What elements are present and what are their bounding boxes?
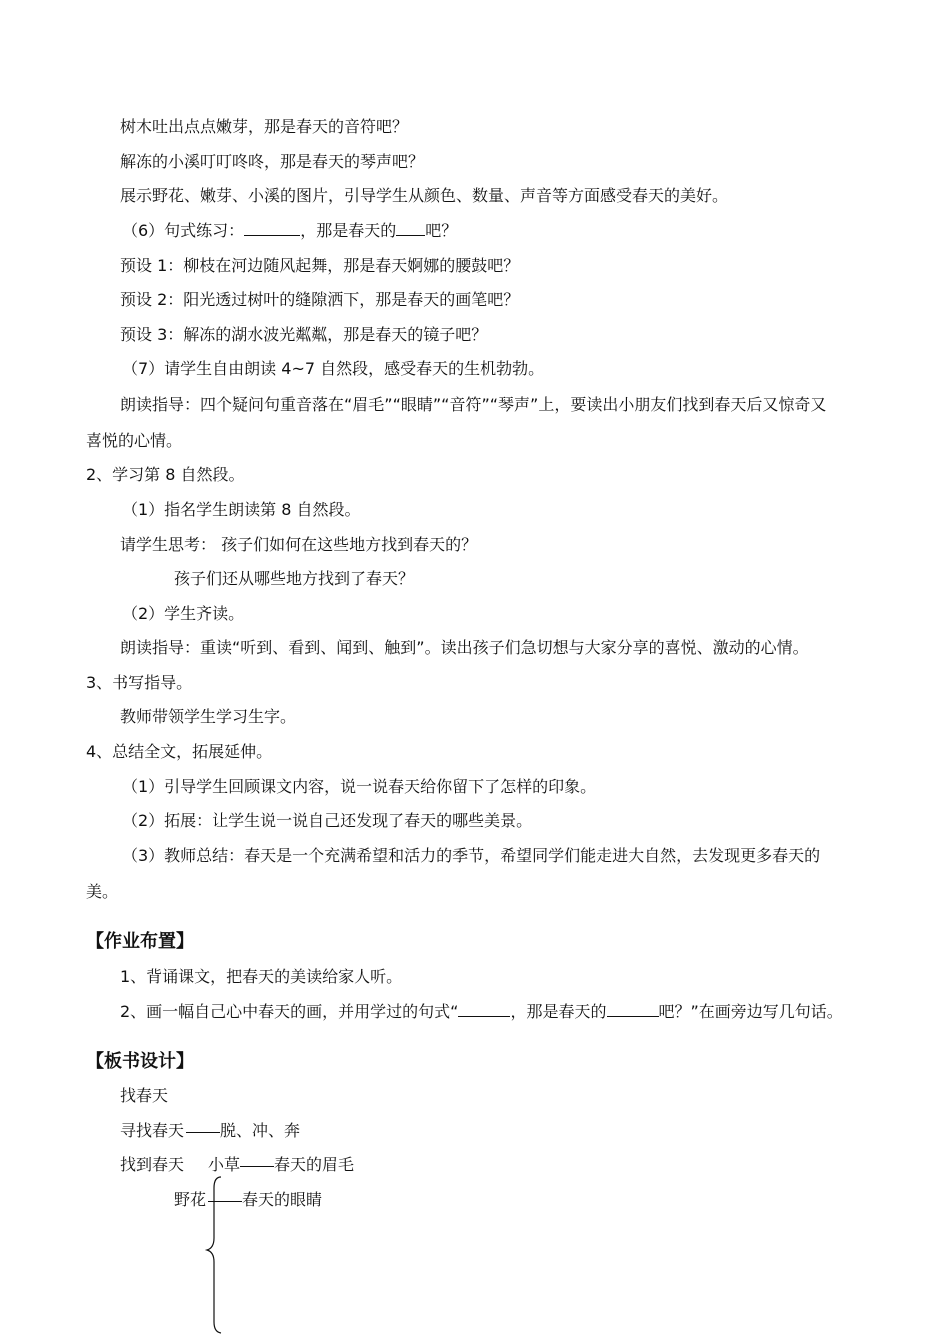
homework-item-text: ，那是春天的 xyxy=(510,1002,607,1021)
text-line: 预设 3：解冻的湖水波光粼粼，那是春天的镜子吧？ xyxy=(120,325,488,344)
section-item: 4、总结全文，拓展延伸。 xyxy=(86,742,273,761)
homework-item xyxy=(120,1001,843,1023)
text-line: 请学生思考： 孩子们如何在这些地方找到春天的？ xyxy=(120,535,478,554)
text-line: （1）指名学生朗读第 8 自然段。 xyxy=(122,500,361,519)
text-line: （3）教师总结：春天是一个充满希望和活力的季节，希望同学们能走进大自然，去发现更多春天的 xyxy=(122,846,821,865)
sentence-practice-end: 吧？ xyxy=(425,221,458,240)
text-line: 孩子们还从哪些地方找到了春天？ xyxy=(174,569,415,588)
homework-item-text: 吧？”在画旁边写几句话。 xyxy=(658,1002,843,1021)
fill-blank xyxy=(607,1002,659,1017)
board-eyes: 春天的眼睛 xyxy=(242,1190,323,1209)
text-line: 预设 1：柳枝在河边随风起舞，那是春天婀娜的腰鼓吧？ xyxy=(120,256,520,275)
board-row-seek: 寻找春天 xyxy=(120,1121,185,1140)
board-row-seek-verbs: 脱、冲、奔 xyxy=(220,1121,301,1140)
board-wildflower: 野花 xyxy=(174,1190,207,1209)
text-line: 教师带领学生学习生字。 xyxy=(120,707,297,726)
text-line: （1）引导学生回顾课文内容，说一说春天给你留下了怎样的印象。 xyxy=(122,777,597,796)
text-line: （2）学生齐读。 xyxy=(122,604,245,623)
sentence-practice-middle: ，那是春天的 xyxy=(300,221,397,240)
sentence-practice-label: （6）句式练习： xyxy=(122,221,245,240)
board-dash xyxy=(240,1166,274,1167)
text-line: 喜悦的心情。 xyxy=(86,431,183,450)
text-line: 展示野花、嫩芽、小溪的图片，引导学生从颜色、数量、声音等方面感受春天的美好。 xyxy=(120,186,729,205)
fill-blank xyxy=(396,221,425,236)
curly-brace-icon xyxy=(203,1176,227,1336)
section-item: 3、书写指导。 xyxy=(86,673,193,692)
board-eyebrows: 春天的眉毛 xyxy=(274,1155,355,1174)
text-line: 树木吐出点点嫩芽，那是春天的音符吧？ xyxy=(120,117,409,136)
fill-blank xyxy=(458,1002,510,1017)
board-dash xyxy=(186,1132,220,1133)
board-title: 找春天 xyxy=(120,1086,169,1105)
board-row-found: 找到春天 xyxy=(120,1155,185,1174)
section-item: 2、学习第 8 自然段。 xyxy=(86,465,245,484)
homework-heading: 【作业布置】 xyxy=(86,931,194,952)
homework-item: 1、背诵课文，把春天的美读给家人听。 xyxy=(120,967,403,986)
board-heading: 【板书设计】 xyxy=(86,1051,194,1072)
sentence-practice-line xyxy=(122,220,457,242)
text-line: 美。 xyxy=(86,882,119,901)
text-line: （2）拓展：让学生说一说自己还发现了春天的哪些美景。 xyxy=(122,811,533,830)
text-line: 解冻的小溪叮叮咚咚，那是春天的琴声吧？ xyxy=(120,152,425,171)
text-line: 预设 2：阳光透过树叶的缝隙洒下，那是春天的画笔吧？ xyxy=(120,290,520,309)
fill-blank xyxy=(244,221,300,236)
text-line: （7）请学生自由朗读 4~7 自然段，感受春天的生机勃勃。 xyxy=(122,359,545,378)
board-grass: 小草 xyxy=(208,1155,241,1174)
text-line: 朗读指导：四个疑问句重音落在“眉毛”“眼睛”“音符”“琴声”上，要读出小朋友们找到春天后又惊奇又 xyxy=(120,395,827,414)
homework-item-text: 2、画一幅自己心中春天的画，并用学过的句式“ xyxy=(120,1002,459,1021)
text-line: 朗读指导：重读“听到、看到、闻到、触到”。读出孩子们急切想与大家分享的喜悦、激动的心情。 xyxy=(120,638,809,657)
